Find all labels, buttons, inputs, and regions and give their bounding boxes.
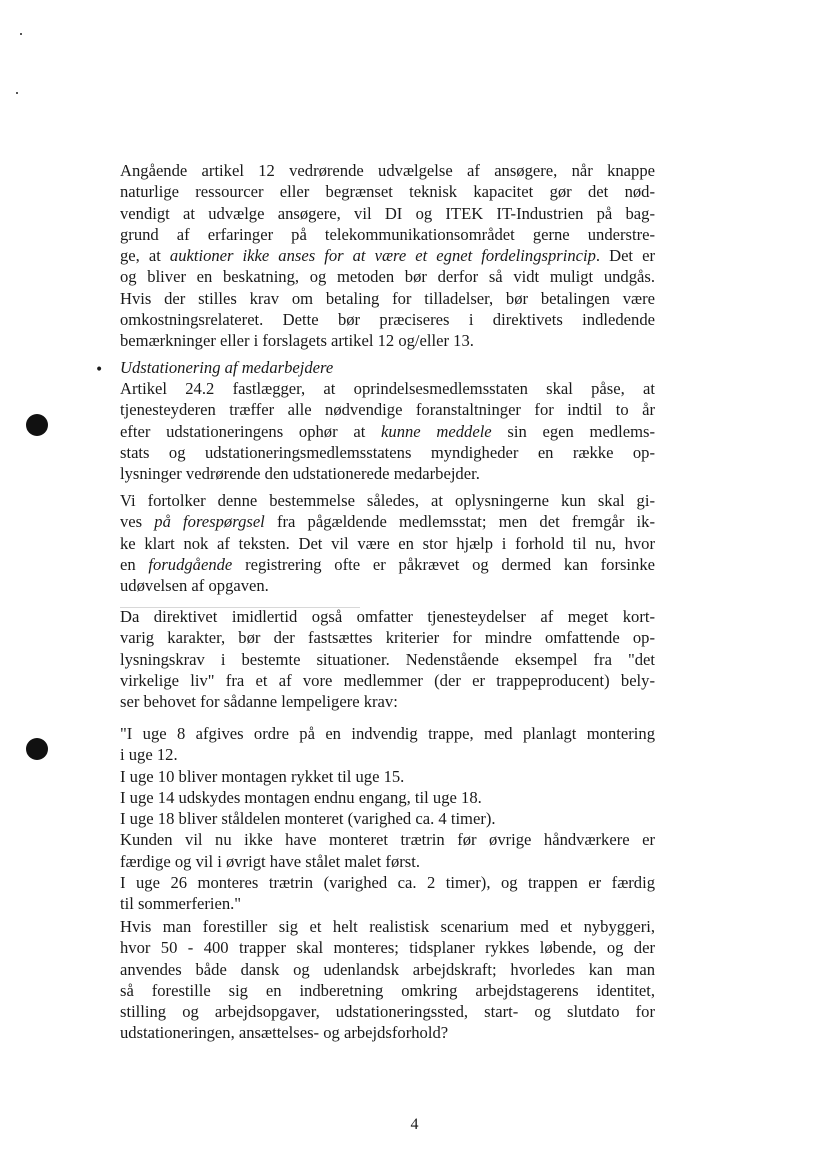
text-line: stats og udstationeringsmedlemsstatens myndigheder en række op- [120,442,655,462]
text-line: udstationeringen, ansættelses- og arbejdsforhold? [120,1023,449,1043]
text-line: Artikel 24.2 fastlægger, at oprindelsesmedlemsstaten skal påse, at [120,379,655,398]
text-line: ser behovet for sådanne lempeligere krav: [120,692,398,712]
text-segment: efter udstationeringens ophør at [120,421,382,441]
scan-speck [20,33,22,35]
section-heading [120,357,655,378]
text-line [120,245,655,266]
text-line: grund af erfaringer på telekommunikationsområdet gerne understre- [120,224,655,244]
text-segment: en [120,554,149,574]
italic-emphasis: auktioner ikke anses for at være et egnet fordelingsprincip [169,246,596,266]
text-line: I uge 14 udskydes montagen endnu engang, til uge 18. [120,787,482,807]
text-line: "I uge 8 afgives ordre på en indvendig trappe, med planlagt montering [120,724,655,743]
italic-emphasis: på forespørgsel [154,512,265,532]
text-line: hvor 50 - 400 trapper skal monteres; tidsplaner rykkes løbende, og der [120,938,655,958]
text-line: udøvelsen af opgaven. [120,576,269,596]
text-line: bemærkninger eller i forslagets artikel 12 og/eller 13. [120,331,474,351]
text-segment: ves [120,512,155,532]
text-segment: registrering ofte er påkrævet og dermed kan forsinke [232,554,656,574]
heading-text: Udstationering af medarbejdere [120,358,334,377]
punch-hole [26,738,48,760]
text-line: naturlige ressourcer eller begrænset teknisk kapacitet gør det nød- [120,182,655,202]
text-line [120,554,655,575]
text-line [120,421,655,442]
paragraph-artikel-24 [120,378,655,484]
text-line: ke klart nok af teksten. Det vil være en stor hjælp i forhold til nu, hvor [120,533,655,553]
text-segment: fra pågældende medlemsstat; men det fremgår ik- [264,512,655,532]
text-segment: ge, at [120,246,170,266]
text-line: så forestille sig en indberetning omkring arbejdstagerens identitet, [120,980,655,1000]
text-line: vendigt at udvælge ansøgere, vil DI og ITEK IT-Industrien på bag- [120,203,655,223]
text-line: anvendes både dansk og udenlandsk arbejdskraft; hvorledes kan man [120,959,655,979]
text-line: I uge 26 monteres trætrin (varighed ca. 2 timer), og trappen er færdig [120,873,655,893]
paragraph-scenarium [120,916,655,1044]
text-line: Hvis man forestiller sig et helt realistisk scenarium med et nybyggeri, [120,917,655,936]
text-line: Angående artikel 12 vedrørende udvælgelse af ansøgere, når knappe [120,161,655,180]
punch-hole [26,414,48,436]
text-line: Kunden vil nu ikke have monteret trætrin før øvrige håndværkere er [120,830,655,850]
quote-block [120,723,655,915]
page-number: 4 [410,1116,419,1133]
text-line: tjenesteyderen træffer alle nødvendige foranstaltninger for indtil to år [120,400,655,420]
text-line: Hvis der stilles krav om betaling for tilladelser, bør betalingen være [120,288,655,308]
text-line: og bliver en beskatning, og metoden bør derfor så vidt muligt undgås. [120,267,655,287]
text-line: færdige og vil i øvrigt have stålet malet først. [120,851,421,871]
text-line: til sommerferien." [120,894,242,914]
text-line [120,511,655,532]
text-line: I uge 18 bliver ståldelen monteret (varighed ca. 4 timer). [120,809,496,829]
text-segment: . Det er [595,246,655,266]
text-line: lysningskrav i bestemte situationer. Nedenstående eksempel fra "det [120,649,655,669]
text-line: omkostningsrelateret. Dette bør præciseres i direktivets indledende [120,310,655,330]
text-line: stilling og arbejdsopgaver, udstationeringssted, start- og slutdato for [120,1002,655,1022]
text-line: virkelige liv" fra et af vore medlemmer (der er trappeproducent) bely- [120,670,655,690]
text-line: varig karakter, bør der fastsættes kriterier for mindre omfattende op- [120,628,655,648]
text-line: Da direktivet imidlertid også omfatter tjenesteydelser af meget kort- [120,607,655,626]
bullet-point: • [95,362,104,378]
paragraph-auktioner [120,160,655,352]
text-line: i uge 12. [120,745,178,765]
paragraph-fortolkning [120,490,655,596]
italic-emphasis: kunne meddele [381,421,492,441]
scan-speck [16,92,18,94]
text-line: Vi fortolker denne bestemmelse således, at oplysningerne kun skal gi- [120,491,655,510]
text-segment: sin egen medlems- [491,421,655,441]
italic-emphasis: forudgående [148,554,233,574]
text-line: I uge 10 bliver montagen rykket til uge 15. [120,766,405,786]
paragraph-korttidsydelser [120,606,655,712]
text-line: lysninger vedrørende den udstationerede medarbejder. [120,464,480,484]
